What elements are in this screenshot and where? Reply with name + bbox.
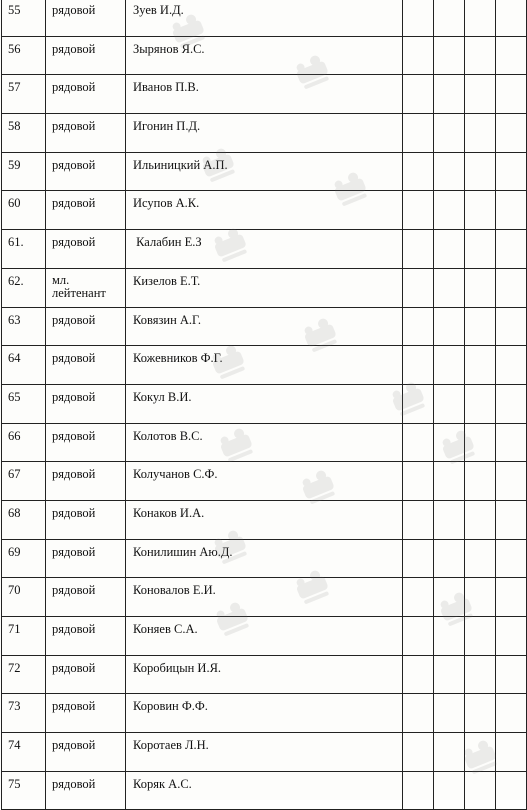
empty-mark-cell: [465, 539, 496, 578]
empty-mark-cell: [434, 655, 465, 694]
table-row: [2, 617, 527, 656]
rank-cell: [46, 307, 126, 346]
empty-mark-cell: [434, 500, 465, 539]
empty-mark-cell: [403, 0, 434, 36]
empty-mark-cell: [496, 152, 527, 191]
rank-cell: [46, 152, 126, 191]
person-name: Кожевников Ф.Г.: [133, 351, 223, 366]
empty-mark-cell: [496, 462, 527, 501]
empty-mark-cell: [496, 307, 527, 346]
person-name: Ковязин А.Г.: [133, 312, 201, 327]
name-cell: [126, 462, 403, 501]
rank-text: рядовой: [52, 583, 96, 598]
person-name: Конаков И.А.: [133, 505, 205, 520]
empty-mark-cell: [465, 578, 496, 617]
name-cell: [126, 152, 403, 191]
rank-text: рядовой: [52, 622, 96, 636]
rank-cell: [46, 539, 126, 578]
empty-mark-cell: [465, 771, 496, 810]
name-cell: [126, 191, 403, 230]
empty-mark-cell: [403, 423, 434, 462]
person-name: Коровин Ф.Ф.: [133, 699, 208, 714]
person-name: Коробицын И.Я.: [133, 660, 222, 675]
name-cell: [126, 307, 403, 346]
empty-mark-cell: [496, 346, 527, 385]
empty-mark-cell: [403, 655, 434, 694]
empty-mark-cell: [465, 733, 496, 772]
row-number-cell: [2, 114, 46, 153]
rank-text: рядовой: [52, 196, 96, 211]
empty-mark-cell: [434, 36, 465, 75]
rank-cell: [46, 384, 126, 423]
person-name: Коняев С.А.: [133, 622, 198, 636]
rank-text: рядовой: [52, 428, 96, 443]
person-name: Зырянов Я.С.: [133, 41, 205, 56]
empty-mark-cell: [434, 114, 465, 153]
empty-mark-cell: [403, 500, 434, 539]
table-row: [2, 268, 527, 307]
row-number: 60: [8, 196, 21, 211]
name-cell: [126, 423, 403, 462]
name-cell: [126, 0, 403, 36]
row-number-cell: [2, 771, 46, 810]
row-number: 58: [8, 119, 21, 134]
empty-mark-cell: [496, 578, 527, 617]
row-number-cell: [2, 384, 46, 423]
empty-mark-cell: [434, 694, 465, 733]
empty-mark-cell: [465, 694, 496, 733]
rank-text: мл. лейтенант: [52, 272, 106, 300]
rank-cell: [46, 268, 126, 307]
person-name: Иванов П.В.: [133, 80, 199, 95]
table-row: [2, 346, 527, 385]
row-number: 68: [8, 505, 21, 520]
person-name: Игонин П.Д.: [133, 119, 201, 134]
rank-cell: [46, 733, 126, 772]
empty-mark-cell: [465, 462, 496, 501]
name-cell: [126, 578, 403, 617]
empty-mark-cell: [496, 500, 527, 539]
row-number-cell: [2, 268, 46, 307]
name-cell: [126, 384, 403, 423]
rank-cell: [46, 114, 126, 153]
rank-cell: [46, 462, 126, 501]
empty-mark-cell: [465, 75, 496, 114]
row-number: 75: [8, 776, 21, 791]
row-number-cell: [2, 75, 46, 114]
empty-mark-cell: [434, 152, 465, 191]
empty-mark-cell: [496, 539, 527, 578]
rank-text: рядовой: [52, 3, 96, 17]
row-number-cell: [2, 694, 46, 733]
empty-mark-cell: [403, 191, 434, 230]
table-row: [2, 733, 527, 772]
row-number: 64: [8, 351, 21, 366]
table-row: [2, 423, 527, 462]
empty-mark-cell: [434, 578, 465, 617]
rank-text: рядовой: [52, 157, 96, 172]
empty-mark-cell: [496, 423, 527, 462]
empty-mark-cell: [465, 307, 496, 346]
person-name: Коротаев Л.Н.: [133, 738, 209, 753]
row-number-cell: [2, 191, 46, 230]
empty-mark-cell: [403, 539, 434, 578]
empty-mark-cell: [496, 771, 527, 810]
row-number: 66: [8, 428, 21, 443]
rank-cell: [46, 500, 126, 539]
rank-cell: [46, 617, 126, 656]
person-name: Конилишин Аю.Д.: [133, 544, 233, 559]
empty-mark-cell: [434, 0, 465, 36]
table-row: [2, 191, 527, 230]
row-number-cell: [2, 423, 46, 462]
name-cell: [126, 230, 403, 269]
name-cell: [126, 771, 403, 810]
empty-mark-cell: [434, 539, 465, 578]
rank-text: рядовой: [52, 351, 96, 366]
row-number-cell: [2, 346, 46, 385]
empty-mark-cell: [403, 733, 434, 772]
empty-mark-cell: [465, 655, 496, 694]
empty-mark-cell: [403, 346, 434, 385]
empty-mark-cell: [465, 191, 496, 230]
empty-mark-cell: [465, 500, 496, 539]
name-cell: [126, 268, 403, 307]
empty-mark-cell: [496, 114, 527, 153]
name-cell: [126, 114, 403, 153]
row-number: 67: [8, 467, 21, 482]
name-cell: [126, 75, 403, 114]
table-row: [2, 771, 527, 810]
table-row: [2, 307, 527, 346]
rank-text: рядовой: [52, 312, 96, 327]
rank-cell: [46, 346, 126, 385]
rank-cell: [46, 771, 126, 810]
table-row: [2, 500, 527, 539]
empty-mark-cell: [403, 771, 434, 810]
row-number: 56: [8, 41, 21, 56]
table-row: [2, 114, 527, 153]
row-number: 55: [8, 3, 21, 17]
row-number-cell: [2, 0, 46, 36]
empty-mark-cell: [465, 346, 496, 385]
empty-mark-cell: [465, 617, 496, 656]
empty-mark-cell: [403, 75, 434, 114]
empty-mark-cell: [496, 191, 527, 230]
row-number-cell: [2, 462, 46, 501]
row-number-cell: [2, 500, 46, 539]
rank-text: рядовой: [52, 41, 96, 56]
person-name: Колучанов С.Ф.: [133, 467, 218, 482]
row-number: 62.: [8, 273, 24, 288]
empty-mark-cell: [434, 771, 465, 810]
row-number: 61.: [8, 235, 24, 250]
row-number-cell: [2, 152, 46, 191]
table-row: [2, 539, 527, 578]
empty-mark-cell: [465, 230, 496, 269]
roster-table-body: [2, 0, 527, 810]
table-row: [2, 152, 527, 191]
empty-mark-cell: [465, 0, 496, 36]
empty-mark-cell: [496, 617, 527, 656]
name-cell: [126, 694, 403, 733]
person-name: Коряк А.С.: [133, 776, 192, 791]
row-number: 74: [8, 738, 21, 753]
row-number: 65: [8, 389, 21, 404]
table-row: [2, 36, 527, 75]
empty-mark-cell: [496, 384, 527, 423]
empty-mark-cell: [434, 617, 465, 656]
empty-mark-cell: [496, 0, 527, 36]
row-number: 57: [8, 80, 21, 95]
empty-mark-cell: [434, 423, 465, 462]
empty-mark-cell: [465, 114, 496, 153]
empty-mark-cell: [496, 230, 527, 269]
rank-text: рядовой: [52, 776, 96, 791]
table-row: [2, 384, 527, 423]
empty-mark-cell: [403, 462, 434, 501]
rank-text: рядовой: [52, 467, 96, 482]
person-name: Зуев И.Д.: [133, 3, 184, 17]
empty-mark-cell: [403, 578, 434, 617]
name-cell: [126, 500, 403, 539]
row-number-cell: [2, 617, 46, 656]
row-number: 73: [8, 699, 21, 714]
table-row: [2, 578, 527, 617]
person-name: Калабин Е.З: [133, 235, 202, 250]
rank-text: рядовой: [52, 80, 96, 95]
rank-text: рядовой: [52, 699, 96, 714]
rank-cell: [46, 423, 126, 462]
rank-cell: [46, 694, 126, 733]
name-cell: [126, 617, 403, 656]
rank-cell: [46, 75, 126, 114]
row-number-cell: [2, 578, 46, 617]
rank-cell: [46, 230, 126, 269]
empty-mark-cell: [496, 733, 527, 772]
rank-text: рядовой: [52, 505, 96, 520]
rank-text: рядовой: [52, 389, 96, 404]
person-name: Колотов В.С.: [133, 428, 203, 443]
empty-mark-cell: [496, 694, 527, 733]
person-name: Исупов А.К.: [133, 196, 200, 211]
name-cell: [126, 539, 403, 578]
empty-mark-cell: [434, 307, 465, 346]
person-name: Коновалов Е.И.: [133, 583, 216, 598]
rank-cell: [46, 0, 126, 36]
table-row: [2, 655, 527, 694]
row-number-cell: [2, 36, 46, 75]
empty-mark-cell: [403, 152, 434, 191]
rank-text: рядовой: [52, 738, 96, 753]
empty-mark-cell: [496, 268, 527, 307]
empty-mark-cell: [434, 230, 465, 269]
person-name: Кокул В.И.: [133, 389, 192, 404]
empty-mark-cell: [496, 655, 527, 694]
empty-mark-cell: [434, 191, 465, 230]
empty-mark-cell: [403, 230, 434, 269]
empty-mark-cell: [434, 462, 465, 501]
empty-mark-cell: [465, 268, 496, 307]
row-number: 71: [8, 622, 21, 636]
empty-mark-cell: [403, 268, 434, 307]
rank-cell: [46, 578, 126, 617]
name-cell: [126, 655, 403, 694]
empty-mark-cell: [434, 384, 465, 423]
roster-table: [1, 0, 527, 810]
rank-cell: [46, 191, 126, 230]
table-row: [2, 230, 527, 269]
row-number: 70: [8, 583, 21, 598]
empty-mark-cell: [465, 152, 496, 191]
table-row: [2, 694, 527, 733]
rank-text: рядовой: [52, 235, 96, 250]
rank-cell: [46, 655, 126, 694]
empty-mark-cell: [465, 36, 496, 75]
person-name: Ильиницкий А.П.: [133, 157, 228, 172]
rank-text: рядовой: [52, 660, 96, 675]
empty-mark-cell: [403, 36, 434, 75]
row-number-cell: [2, 655, 46, 694]
empty-mark-cell: [403, 384, 434, 423]
row-number-cell: [2, 539, 46, 578]
empty-mark-cell: [465, 423, 496, 462]
name-cell: [126, 346, 403, 385]
row-number: 59: [8, 157, 21, 172]
table-row: [2, 0, 527, 36]
rank-cell: [46, 36, 126, 75]
name-cell: [126, 36, 403, 75]
name-cell: [126, 733, 403, 772]
empty-mark-cell: [403, 307, 434, 346]
rank-text: рядовой: [52, 544, 96, 559]
empty-mark-cell: [434, 268, 465, 307]
row-number-cell: [2, 230, 46, 269]
empty-mark-cell: [403, 694, 434, 733]
table-row: [2, 75, 527, 114]
rank-text: рядовой: [52, 119, 96, 134]
row-number: 72: [8, 660, 21, 675]
empty-mark-cell: [434, 733, 465, 772]
row-number-cell: [2, 733, 46, 772]
empty-mark-cell: [434, 346, 465, 385]
person-name: Кизелов Е.Т.: [133, 273, 201, 288]
table-row: [2, 462, 527, 501]
empty-mark-cell: [465, 384, 496, 423]
row-number: 63: [8, 312, 21, 327]
row-number-cell: [2, 307, 46, 346]
empty-mark-cell: [434, 75, 465, 114]
empty-mark-cell: [496, 36, 527, 75]
row-number: 69: [8, 544, 21, 559]
empty-mark-cell: [403, 617, 434, 656]
empty-mark-cell: [496, 75, 527, 114]
empty-mark-cell: [403, 114, 434, 153]
